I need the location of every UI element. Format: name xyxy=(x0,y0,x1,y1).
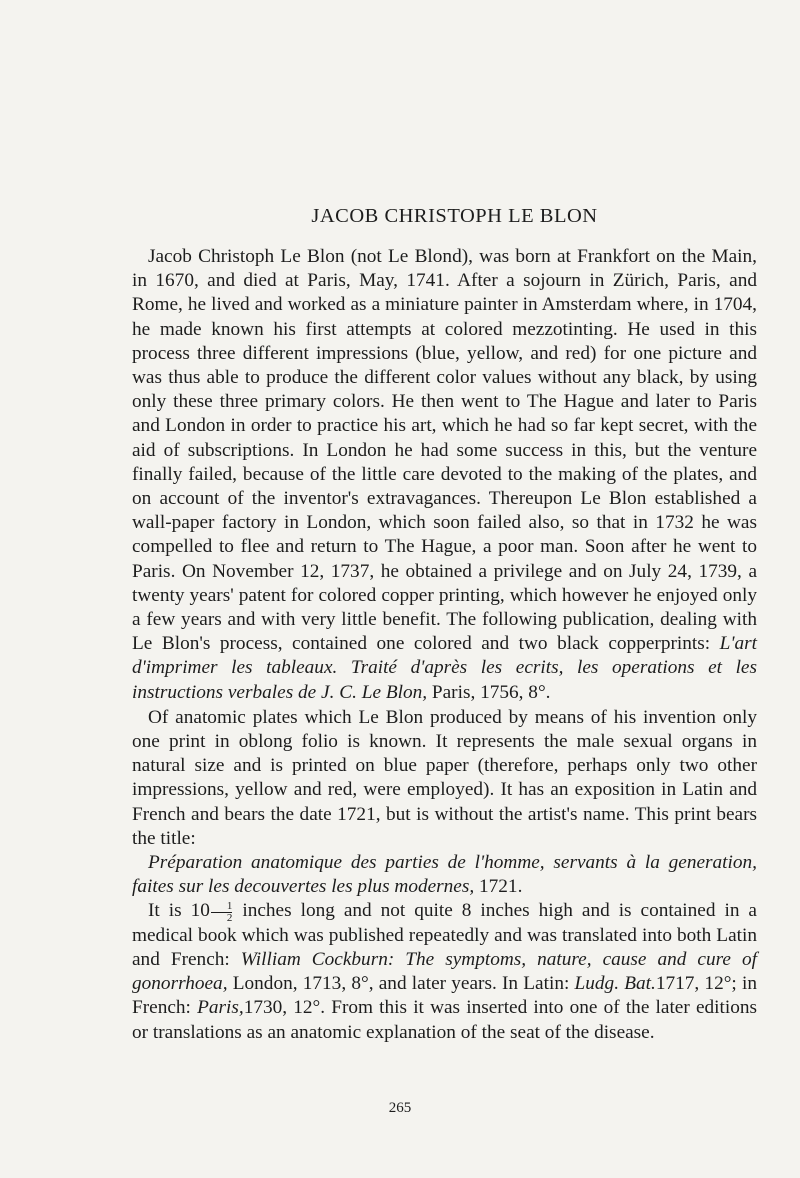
latin-place: Ludg. Bat. xyxy=(574,973,656,995)
fraction-numerator: 1 xyxy=(211,901,233,913)
paragraph-dimensions xyxy=(132,899,757,1044)
latin-details: 1717, 12°; in French: xyxy=(132,973,757,1019)
dimension-text-cont: inches long and not quite 8 inches high and is contained in a medical book which was published repeatedly and was translated into both Latin and French: xyxy=(132,900,757,970)
page-title: JACOB CHRISTOPH LE BLON xyxy=(311,205,598,227)
page-number: 265 xyxy=(388,1100,412,1116)
paragraph-biography xyxy=(132,245,757,705)
fraction-denominator: 2 xyxy=(226,911,233,924)
fraction-half xyxy=(211,901,233,924)
paragraph-biography-text: Jacob Christoph Le Blon (not Le Blond), was born at Frankfort on the Main, in 1670, and died at Paris, May, 1741. After a sojourn in Zürich, Paris, and Rome, he lived and worked as a miniature painter in Amsterdam where, in 1704, he made known his first attempts at colored mezzotinting. He used in this process three different impressions (blue, yellow, and red) for one picture and was thus able to produce the different color values without any black, by using only these three primary colors. He then went to The Hague and later to Paris and London in order to practice his art, which he had so far kept secret, with the aid of subscriptions. In London he had some success in this, but the venture finally failed, because of the little care devoted to the making of the plates, and on account of the inventor's extravagances. Thereupon Le Blon established a wall-paper factory in London, which soon failed also, so that in 1732 he was compelled to flee and return to The Hague, a poor man. Soon after he went to Paris. On November 12, 1737, he obtained a privilege and on July 24, 1739, a twenty years' patent for colored copper printing, which however he enjoyed only a few years and with very little benefit. The following publication, dealing with Le Blon's process, contained one colored and two black copperprints: xyxy=(132,246,757,655)
print-title: Préparation anatomique des parties de l'homme, servants à la generation, faites sur les decouvertes les plus modernes, xyxy=(132,852,757,898)
book-title: William Cockburn: The symptoms, nature, cause and cure of gonorrhoea, xyxy=(132,948,757,995)
publication-title: L'art d'imprimer les tableaux. Traité d'après les ecrits, les operations et les instructions verbales de J. C. Le Blon, xyxy=(132,633,757,703)
book-details: London, 1713, 8°, and later years. In Latin: xyxy=(227,973,575,995)
french-place: Paris, xyxy=(197,997,244,1019)
print-title-quote xyxy=(132,851,757,899)
print-date: 1721. xyxy=(474,876,523,898)
paragraph-anatomic-plates: Of anatomic plates which Le Blon produced by means of his invention only one print in oblong folio is known. It represents the male sexual organs in natural size and is printed on blue paper (therefore, perhaps only two other impressions, yellow and red, were employed). It has an exposition in Latin and French and bears the date 1721, but is without the artist's name. This print bears the title: xyxy=(132,706,757,849)
dimension-text: It is 10 xyxy=(148,900,210,922)
publication-details: Paris, 1756, 8°. xyxy=(427,681,551,703)
page-body xyxy=(132,205,757,1045)
closing-text: 1730, 12°. From this it was inserted into one of the later editions or translations as an anatomic explanation of the seat of the disease. xyxy=(132,997,758,1043)
